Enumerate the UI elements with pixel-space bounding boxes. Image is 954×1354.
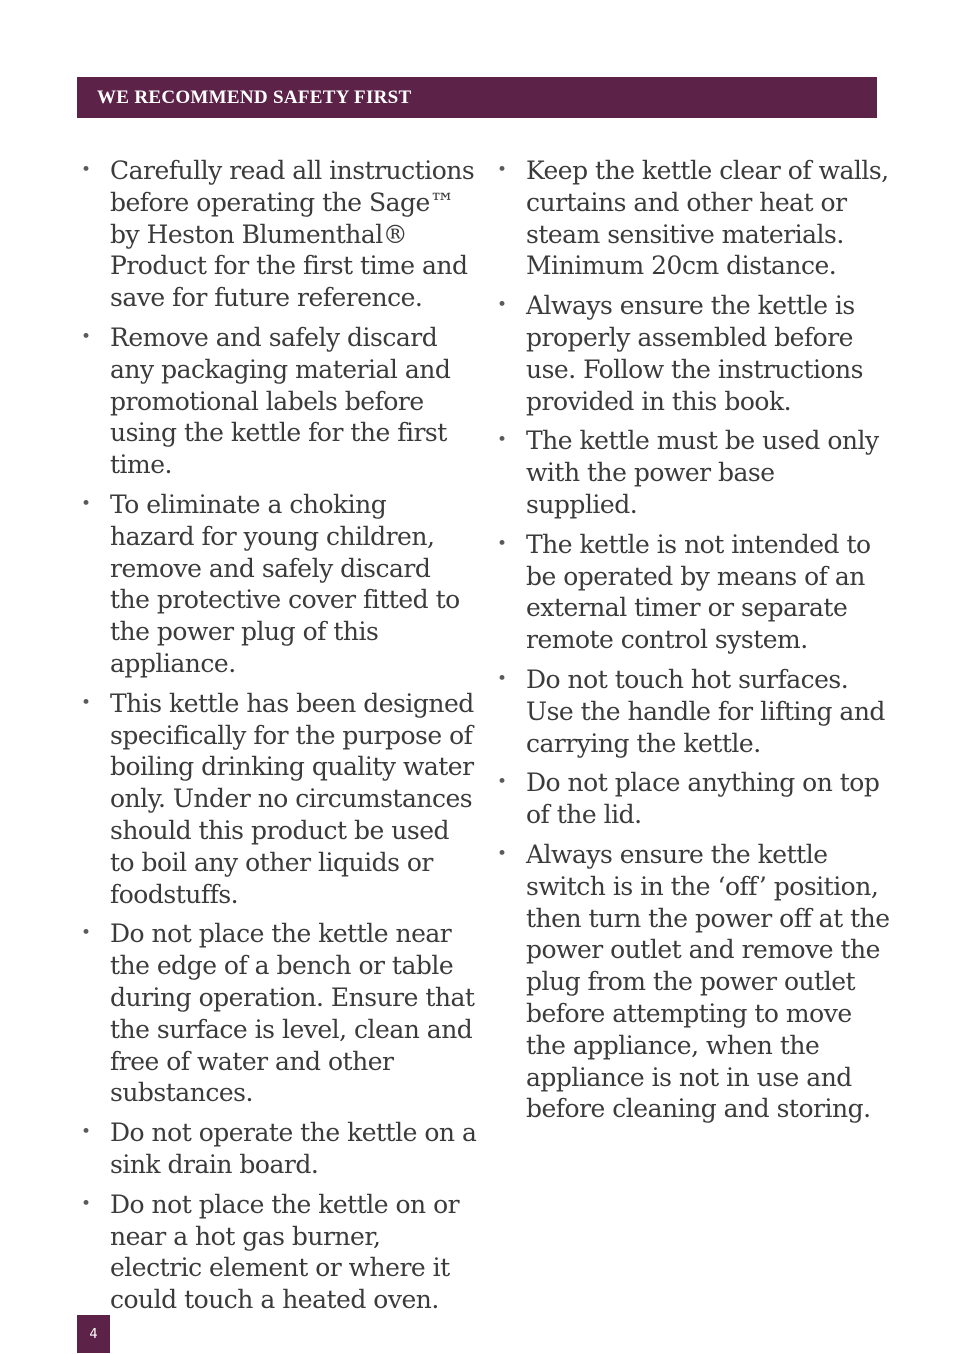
bullet-icon: • (497, 430, 507, 451)
list-item-text: Do not touch hot surfaces. Use the handle for lifting and carrying the kettle. (526, 664, 885, 758)
bullet-icon: • (497, 160, 507, 180)
bullet-icon: • (497, 843, 507, 864)
list-item (493, 425, 893, 520)
safety-list-left (77, 155, 477, 1324)
list-item (493, 664, 893, 759)
list-item (77, 918, 477, 1109)
list-item (493, 767, 893, 831)
bullet-icon: • (497, 772, 507, 793)
list-item (493, 290, 893, 417)
list-item-text: Remove and safely discard any packaging material and promotional labels before using the kettle for the first time. (110, 322, 451, 480)
bullet-icon: • (81, 160, 91, 180)
section-header-banner (77, 77, 877, 118)
list-item (493, 155, 893, 282)
list-item-text: Do not place the kettle on or near a hot gas burner, electric element or where it could touch a heated oven. (110, 1189, 460, 1315)
safety-list-right (493, 155, 893, 1133)
list-item-text: This kettle has been designed specifically for the purpose of boiling drinking quality water only. Under no circumstances should this product be used to boil any other liquids or foodstuffs. (110, 688, 474, 909)
page-number-badge (77, 1315, 110, 1353)
bullet-icon: • (81, 1193, 91, 1214)
bullet-icon: • (497, 295, 507, 316)
list-item (77, 1117, 477, 1181)
list-item-text: Do not place anything on top of the lid. (526, 768, 880, 830)
list-item-text: The kettle must be used only with the power base supplied. (526, 426, 879, 519)
list-item (77, 688, 477, 911)
bullet-icon: • (497, 533, 507, 554)
list-item (493, 839, 893, 1125)
bullet-icon: • (81, 493, 91, 514)
list-item-text: Do not place the kettle near the edge of a bench or table during operation. Ensure that the surface is level, clean and free of water and other substances. (110, 919, 475, 1108)
section-title: WE RECOMMEND SAFETY FIRST (97, 86, 412, 108)
list-item-text: Do not operate the kettle on a sink drain board. (110, 1118, 477, 1179)
list-item (77, 155, 477, 314)
list-item-text: The kettle is not intended to be operated by means of an external timer or separate remote control system. (526, 529, 871, 655)
bullet-icon: • (81, 326, 91, 347)
list-item-text: Always ensure the kettle is properly assembled before use. Follow the instructions provided in this book. (526, 291, 863, 416)
list-item (493, 529, 893, 656)
bullet-icon: • (497, 668, 507, 689)
list-item-text: To eliminate a choking hazard for young children, remove and safely discard the protective cover fitted to the power plug of this appliance. (110, 489, 460, 678)
list-item (77, 1189, 477, 1316)
list-item (77, 322, 477, 481)
list-item-text: Keep the kettle clear of walls, curtains and other heat or steam sensitive materials. Minimum 20cm distance. (526, 156, 889, 281)
list-item-text: Always ensure the kettle switch is in the ‘off’ position, then turn the power off at the power outlet and remove the plug from the power outlet before attempting to move the appliance, when the appliance is not in use and before cleaning and storing. (526, 839, 890, 1124)
bullet-icon: • (81, 692, 91, 713)
page-number: 4 (89, 1326, 98, 1342)
bullet-icon: • (81, 1122, 91, 1143)
bullet-icon: • (81, 923, 91, 944)
list-item (77, 489, 477, 680)
list-item-text: Carefully read all instructions before operating the Sage™ by Heston Blumenthal® Product for the first time and save for future reference. (110, 156, 475, 313)
